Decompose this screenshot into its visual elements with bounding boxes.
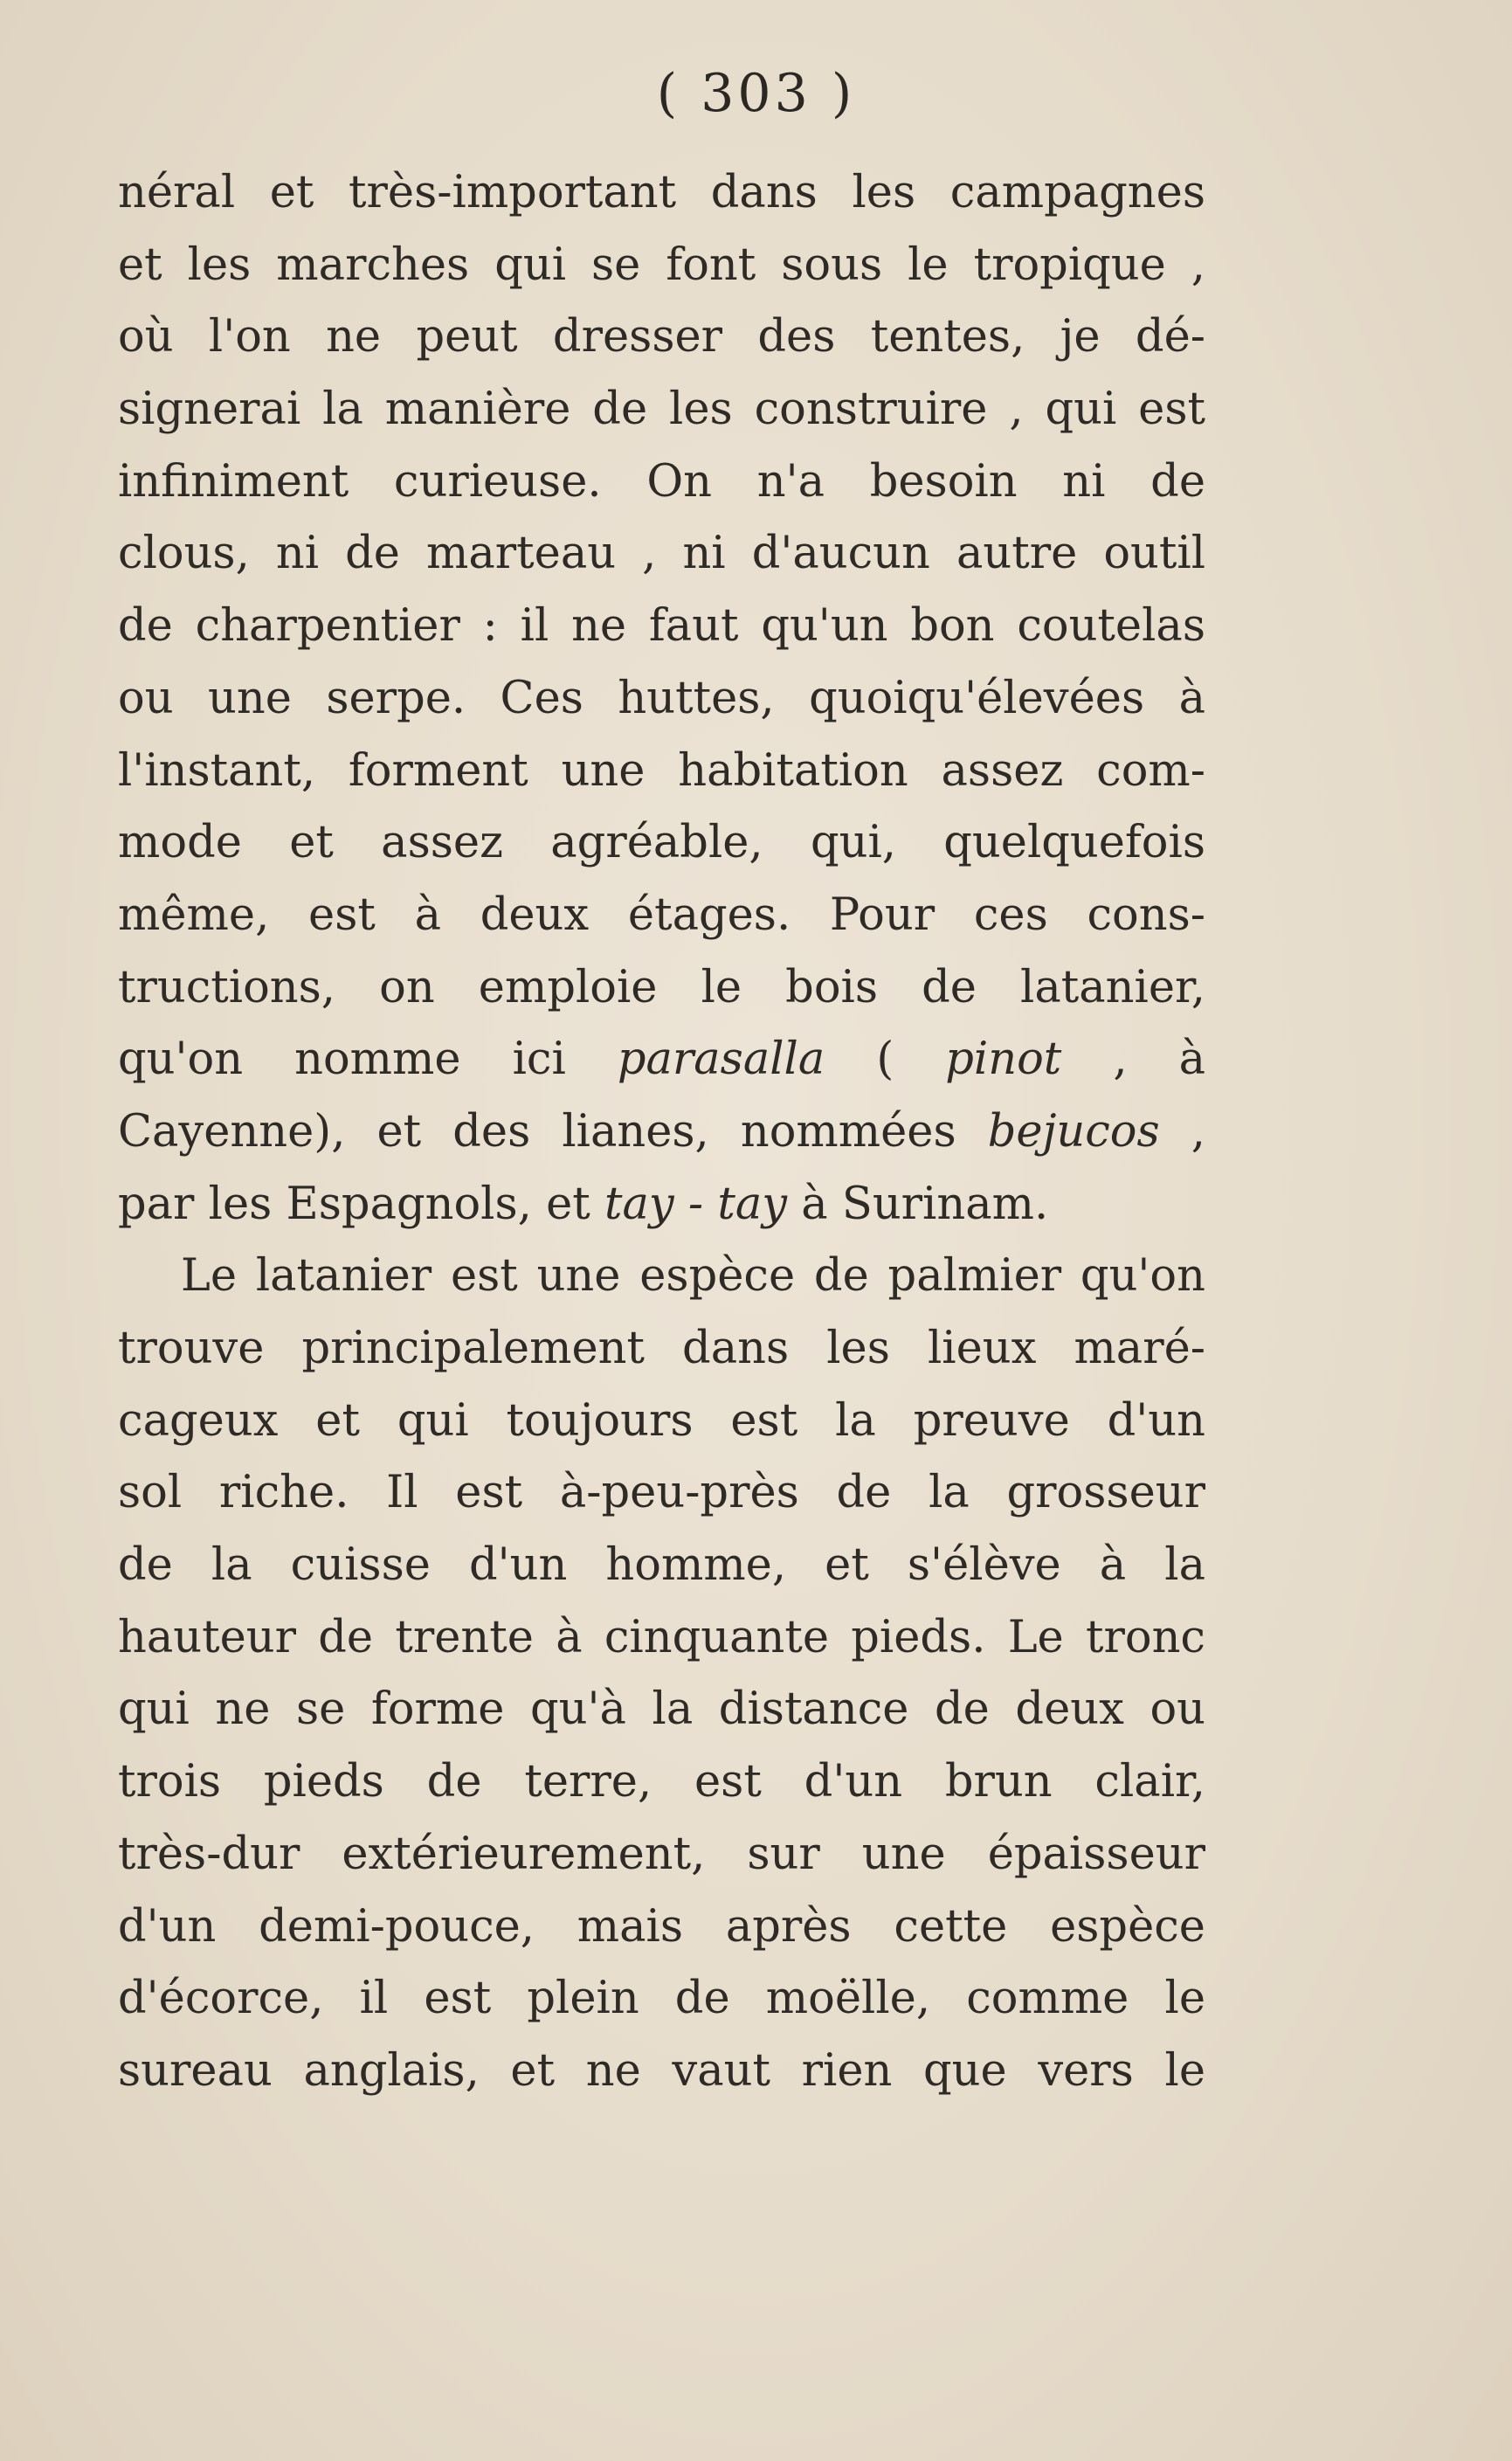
text-line: mode et assez agréable, qui, quelquefois bbox=[118, 817, 1205, 869]
italic-term: tay - tay bbox=[604, 1178, 788, 1230]
text-line: qui ne se forme qu'à la distance de deux ou bbox=[118, 1683, 1205, 1736]
text-line: de charpentier : il ne faut qu'un bon coutelas bbox=[118, 600, 1205, 653]
text-line: Le latanier est une espèce de palmier qu'on bbox=[181, 1250, 1205, 1303]
body-text bbox=[118, 157, 1205, 2108]
italic-term: bejucos bbox=[987, 1105, 1160, 1158]
text-line: même, est à deux étages. Pour ces cons- bbox=[118, 888, 1205, 941]
text-line: sol riche. Il est à-peu-près de la grosseur bbox=[118, 1467, 1205, 1519]
italic-term: parasalla bbox=[617, 1033, 825, 1086]
text-line: cageux et qui toujours est la preuve d'un bbox=[118, 1394, 1205, 1447]
text-line: très-dur extérieurement, sur une épaisseur bbox=[118, 1828, 1205, 1880]
text-line: signerai la manière de les construire , qui est bbox=[118, 384, 1205, 436]
text-line: par les Espagnols, et tay - tay à Surinam. bbox=[118, 1178, 1049, 1230]
text-line: tructions, on emploie le bois de latanier, bbox=[118, 961, 1205, 1013]
text-line: néral et très-important dans les campagnes bbox=[118, 167, 1205, 218]
text-line: d'écorce, il est plein de moëlle, comme le bbox=[118, 1973, 1205, 2025]
text-line: qu'on nomme ici parasalla ( pinot , à bbox=[118, 1033, 1205, 1086]
text-line: et les marches qui se font sous le tropique , bbox=[118, 238, 1205, 291]
italic-term: pinot bbox=[945, 1033, 1062, 1086]
text-line: l'instant, forment une habitation assez com- bbox=[118, 744, 1205, 797]
text-line: hauteur de trente à cinquante pieds. Le tronc bbox=[118, 1611, 1205, 1663]
text-line: d'un demi-pouce, mais après cette espèce bbox=[118, 1900, 1205, 1953]
text-line: où l'on ne peut dresser des tentes, je dé- bbox=[118, 311, 1205, 363]
text-line: de la cuisse d'un homme, et s'élève à la bbox=[118, 1539, 1205, 1592]
text-line: sureau anglais, et ne vaut rien que vers le bbox=[118, 2044, 1205, 2097]
text-line: ou une serpe. Ces huttes, quoiqu'élevées à bbox=[118, 672, 1205, 724]
text-line: trouve principalement dans les lieux maré- bbox=[118, 1323, 1205, 1374]
text-line: Cayenne), et des lianes, nommées bejucos , bbox=[118, 1105, 1205, 1158]
text-line: infiniment curieuse. On n'a besoin ni de bbox=[118, 455, 1205, 508]
text-line: trois pieds de terre, est d'un brun clair, bbox=[118, 1756, 1205, 1808]
text-line: clous, ni de marteau , ni d'aucun autre outil bbox=[118, 528, 1205, 580]
page-number: ( 303 ) bbox=[656, 63, 856, 124]
